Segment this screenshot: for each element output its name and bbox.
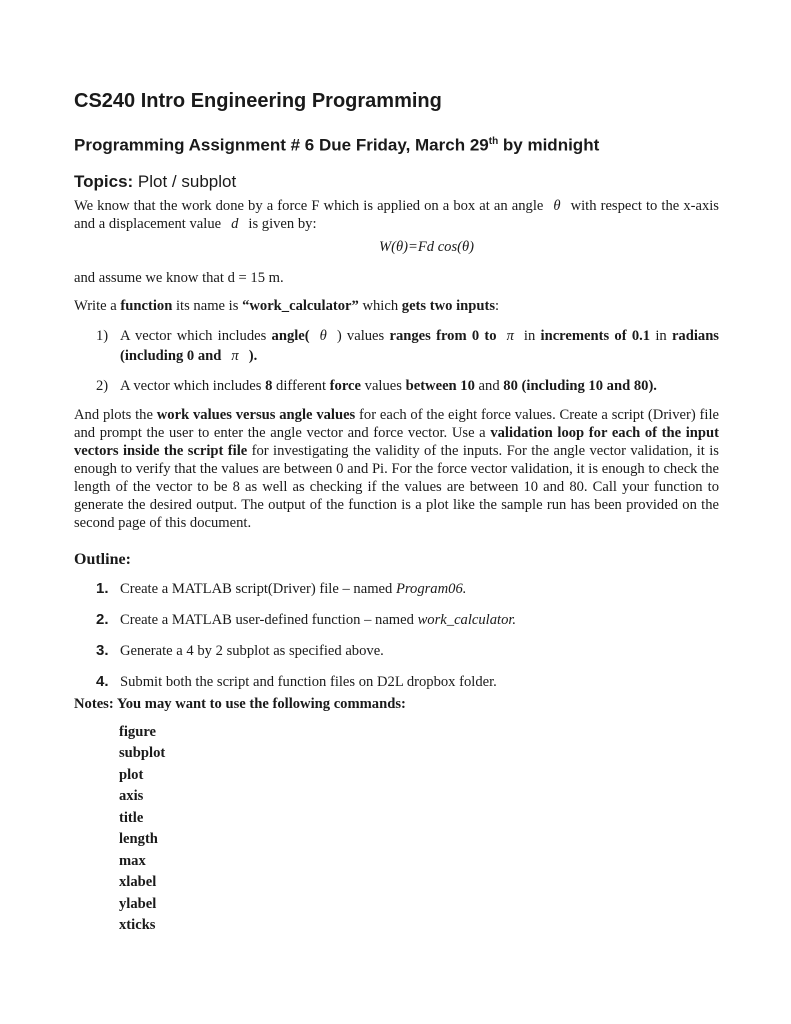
list-item: 1) A vector which includes angle( θ ) values ranges from 0 to π in increments of 0.1 in radians (including 0 and π ).	[96, 327, 719, 364]
topics-label: Topics:	[74, 171, 134, 191]
list-item: 4. Submit both the script and function files on D2L dropbox folder.	[96, 672, 497, 690]
list-item: xlabel	[119, 874, 157, 891]
topics-value: Plot / subplot	[133, 171, 237, 191]
work-equation: W(θ)=Fd cos(θ)	[378, 238, 475, 255]
list-item: 3. Generate a 4 by 2 subplot as specified above.	[96, 641, 384, 659]
plots-paragraph: And plots the work values versus angle values for each of the eight force values. Create a script (Driver) file and prompt the user to enter the angle vector and force vector. Use a validation loop for each of the input vectors inside the script file for investigating the validity of the inputs. For the angle vector validation, it is enough to verify that the values are between 0 and Pi. For the force vector validation, it is enough to check the length of the vector to be 8 as well as checking if the values are between 10 and 80. Call your function to generate the desired output. The output of the function is a plot like the sample run has been provided on the second page of this document.	[74, 406, 719, 531]
course-title: CS240 Intro Engineering Programming	[74, 90, 442, 112]
topics-line	[74, 171, 719, 193]
list-item: ylabel	[119, 895, 157, 912]
outline-title: Outline:	[74, 550, 131, 568]
list-item: xticks	[119, 917, 156, 934]
list-item: subplot	[119, 745, 166, 762]
list-item: title	[119, 809, 144, 826]
list-item: axis	[119, 788, 144, 805]
write-function-line: Write a function its name is “work_calculator” which gets two inputs:	[74, 297, 500, 314]
list-item: 1. Create a MATLAB script(Driver) file – named Program06.	[96, 579, 467, 597]
commands-list	[74, 722, 719, 937]
list-item: 2) A vector which includes 8 different force values between 10 and 80 (including 10 and 80).	[96, 377, 657, 394]
list-item: plot	[119, 766, 144, 783]
list-item: figure	[119, 723, 157, 740]
document-page	[74, 88, 719, 937]
assume-line: and assume we know that d = 15 m.	[74, 269, 284, 286]
assignment-title: Programming Assignment # 6 Due Friday, March 29th by midnight	[74, 135, 600, 155]
outline-list	[74, 580, 719, 704]
inputs-list	[74, 326, 719, 396]
list-item: max	[119, 852, 146, 869]
notes-title: Notes: You may want to use the following commands:	[74, 695, 406, 712]
list-item: 2. Create a MATLAB user-defined function – named work_calculator.	[96, 610, 517, 628]
intro-paragraph: We know that the work done by a force F which is applied on a box at an angle θ with respect to the x-axis and a displacement value d is given by:	[74, 197, 719, 232]
list-item: length	[119, 831, 158, 848]
